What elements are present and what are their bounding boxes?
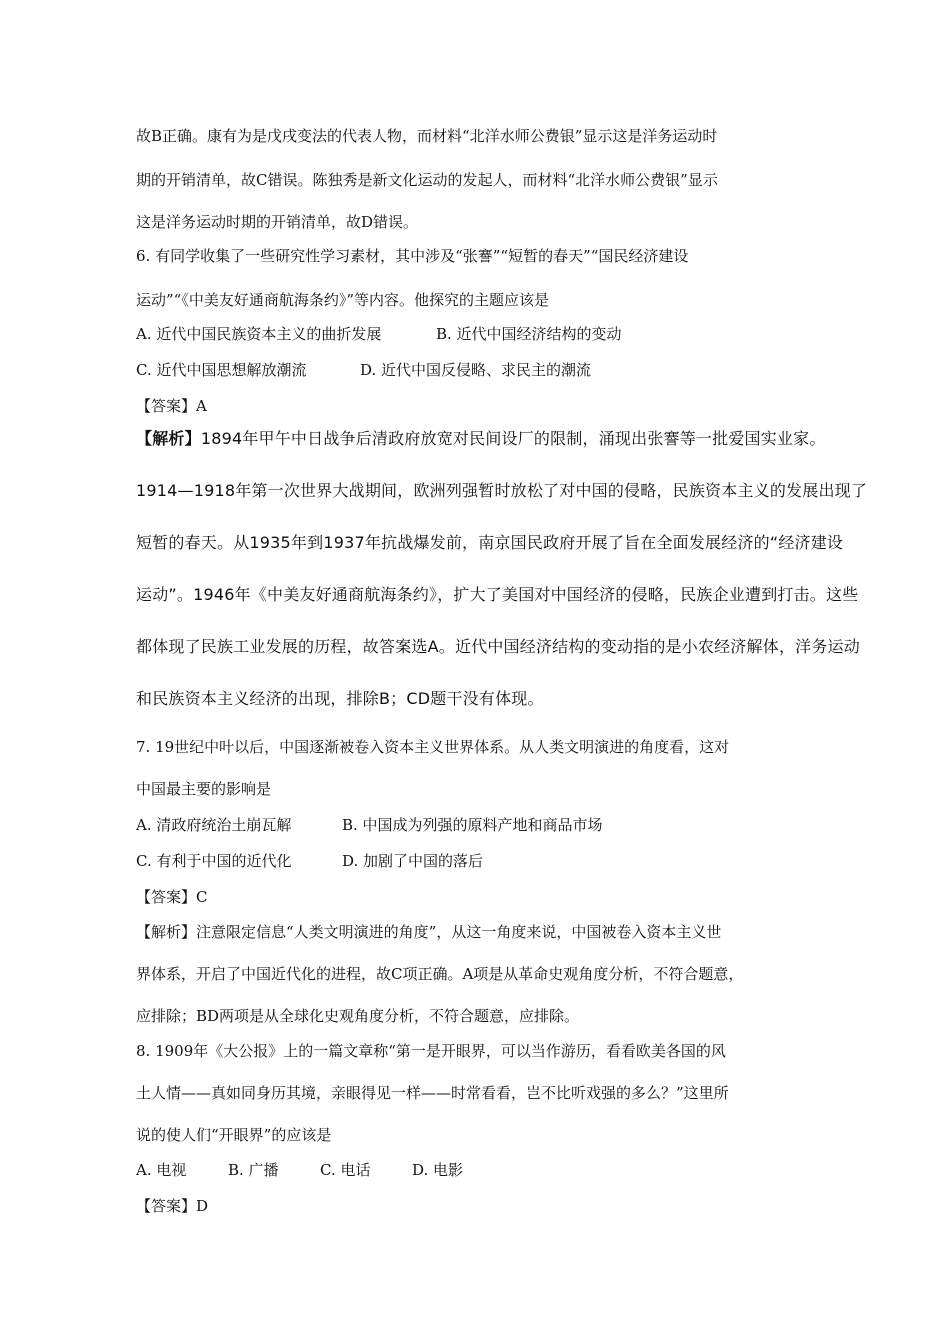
q6-analysis-line-1 [136, 429, 826, 449]
q6-answer-value: A [196, 397, 207, 415]
q7-option-d: D. 加剧了中国的落后 [342, 852, 484, 870]
q7-answer [136, 887, 208, 907]
q6-option-a: A. 近代中国民族资本主义的曲折发展 [136, 325, 382, 343]
q6-options-row-2 [136, 360, 591, 380]
q7-answer-value: C [196, 888, 208, 906]
prev-analysis-line-1: 故B正确。康有为是戊戌变法的代表人物，而材料“北洋水师公费银”显示这是洋务运动时 [136, 127, 718, 145]
q6-analysis-label: 【解析】 [136, 429, 201, 448]
q7-stem-line-1: 7. 19世纪中叶以后，中国逐渐被卷入资本主义世界体系。从人类文明演进的角度看，这对 [136, 738, 730, 756]
q6-option-d: D. 近代中国反侵略、求民主的潮流 [360, 361, 592, 379]
q7-analysis-line-3: 应排除；BD两项是从全球化史观角度分析，不符合题意，应排除。 [136, 1007, 580, 1025]
q8-option-b: B. 广播 [228, 1161, 279, 1179]
q7-analysis-line-1 [136, 922, 721, 942]
q7-options-row-1 [136, 815, 603, 835]
q8-answer-value: D [196, 1197, 209, 1215]
q8-option-d: D. 电影 [412, 1161, 464, 1179]
q8-answer-label: 【答案】 [136, 1197, 197, 1215]
prev-analysis-line-2: 期的开销清单，故C错误。陈独秀是新文化运动的发起人，而材料“北洋水师公费银”显示 [136, 171, 718, 189]
q7-option-a: A. 清政府统治土崩瓦解 [136, 816, 292, 834]
q6-stem-line-1: 6. 有同学收集了一些研究性学习素材，其中涉及“张謇”“短暂的春天”“国民经济建设 [136, 247, 689, 265]
q8-stem-line-3: 说的使人们“开眼界”的应该是 [136, 1126, 332, 1144]
q7-option-c: C. 有利于中国的近代化 [136, 852, 292, 870]
q8-option-c: C. 电话 [320, 1161, 371, 1179]
q6-stem-line-2: 运动”“《中美友好通商航海条约》”等内容。他探究的主题应该是 [136, 291, 550, 309]
q6-option-b: B. 近代中国经济结构的变动 [436, 325, 622, 343]
q8-option-a: A. 电视 [136, 1161, 187, 1179]
q7-option-b: B. 中国成为列强的原料产地和商品市场 [342, 816, 603, 834]
q6-analysis-line-6: 和民族资本主义经济的出现，排除B；CD题干没有体现。 [136, 689, 544, 708]
q7-analysis-line-2: 界体系，开启了中国近代化的进程，故C项正确。A项是从革命史观角度分析，不符合题意， [136, 965, 744, 983]
q8-options-row [136, 1160, 463, 1180]
q6-analysis-line-5: 都体现了民族工业发展的历程，故答案选A。近代中国经济结构的变动指的是小农经济解体，洋务运动 [136, 637, 860, 656]
q6-analysis-line-3: 短暂的春天。从1935年到1937年抗战爆发前，南京国民政府开展了旨在全面发展经济的“经济建设 [136, 533, 844, 552]
q6-answer-label: 【答案】 [136, 397, 197, 415]
q7-analysis-text-1: 注意限定信息“人类文明演进的角度”，从这一角度来说，中国被卷入资本主义世 [196, 923, 722, 941]
q6-option-c: C. 近代中国思想解放潮流 [136, 361, 307, 379]
q8-stem-line-2: 土人情——真如同身历其境，亲眼得见一样——时常看看，岂不比听戏强的多么？”这里所 [136, 1084, 729, 1102]
prev-analysis-line-3: 这是洋务运动时期的开销清单，故D错误。 [136, 213, 419, 231]
q6-analysis-line-2: 1914—1918年第一次世界大战期间，欧洲列强暂时放松了对中国的侵略，民族资本主义的发展出现了 [136, 481, 868, 500]
q6-answer [136, 396, 207, 416]
q8-answer [136, 1196, 208, 1216]
q7-analysis-label: 【解析】 [136, 923, 197, 941]
q7-options-row-2 [136, 851, 483, 871]
q7-stem-line-2: 中国最主要的影响是 [136, 780, 272, 798]
q6-analysis-line-4: 运动”。1946年《中美友好通商航海条约》，扩大了美国对中国经济的侵略，民族企业遭到打击。这些 [136, 585, 859, 604]
q6-options-row-1 [136, 324, 622, 344]
q6-analysis-text-1: 1894年甲午中日战争后清政府放宽对民间设厂的限制，涌现出张謇等一批爱国实业家。 [200, 429, 826, 448]
q8-stem-line-1: 8. 1909年《大公报》上的一篇文章称“第一是开眼界，可以当作游历，看看欧美各国的风 [136, 1042, 726, 1060]
q7-answer-label: 【答案】 [136, 888, 197, 906]
